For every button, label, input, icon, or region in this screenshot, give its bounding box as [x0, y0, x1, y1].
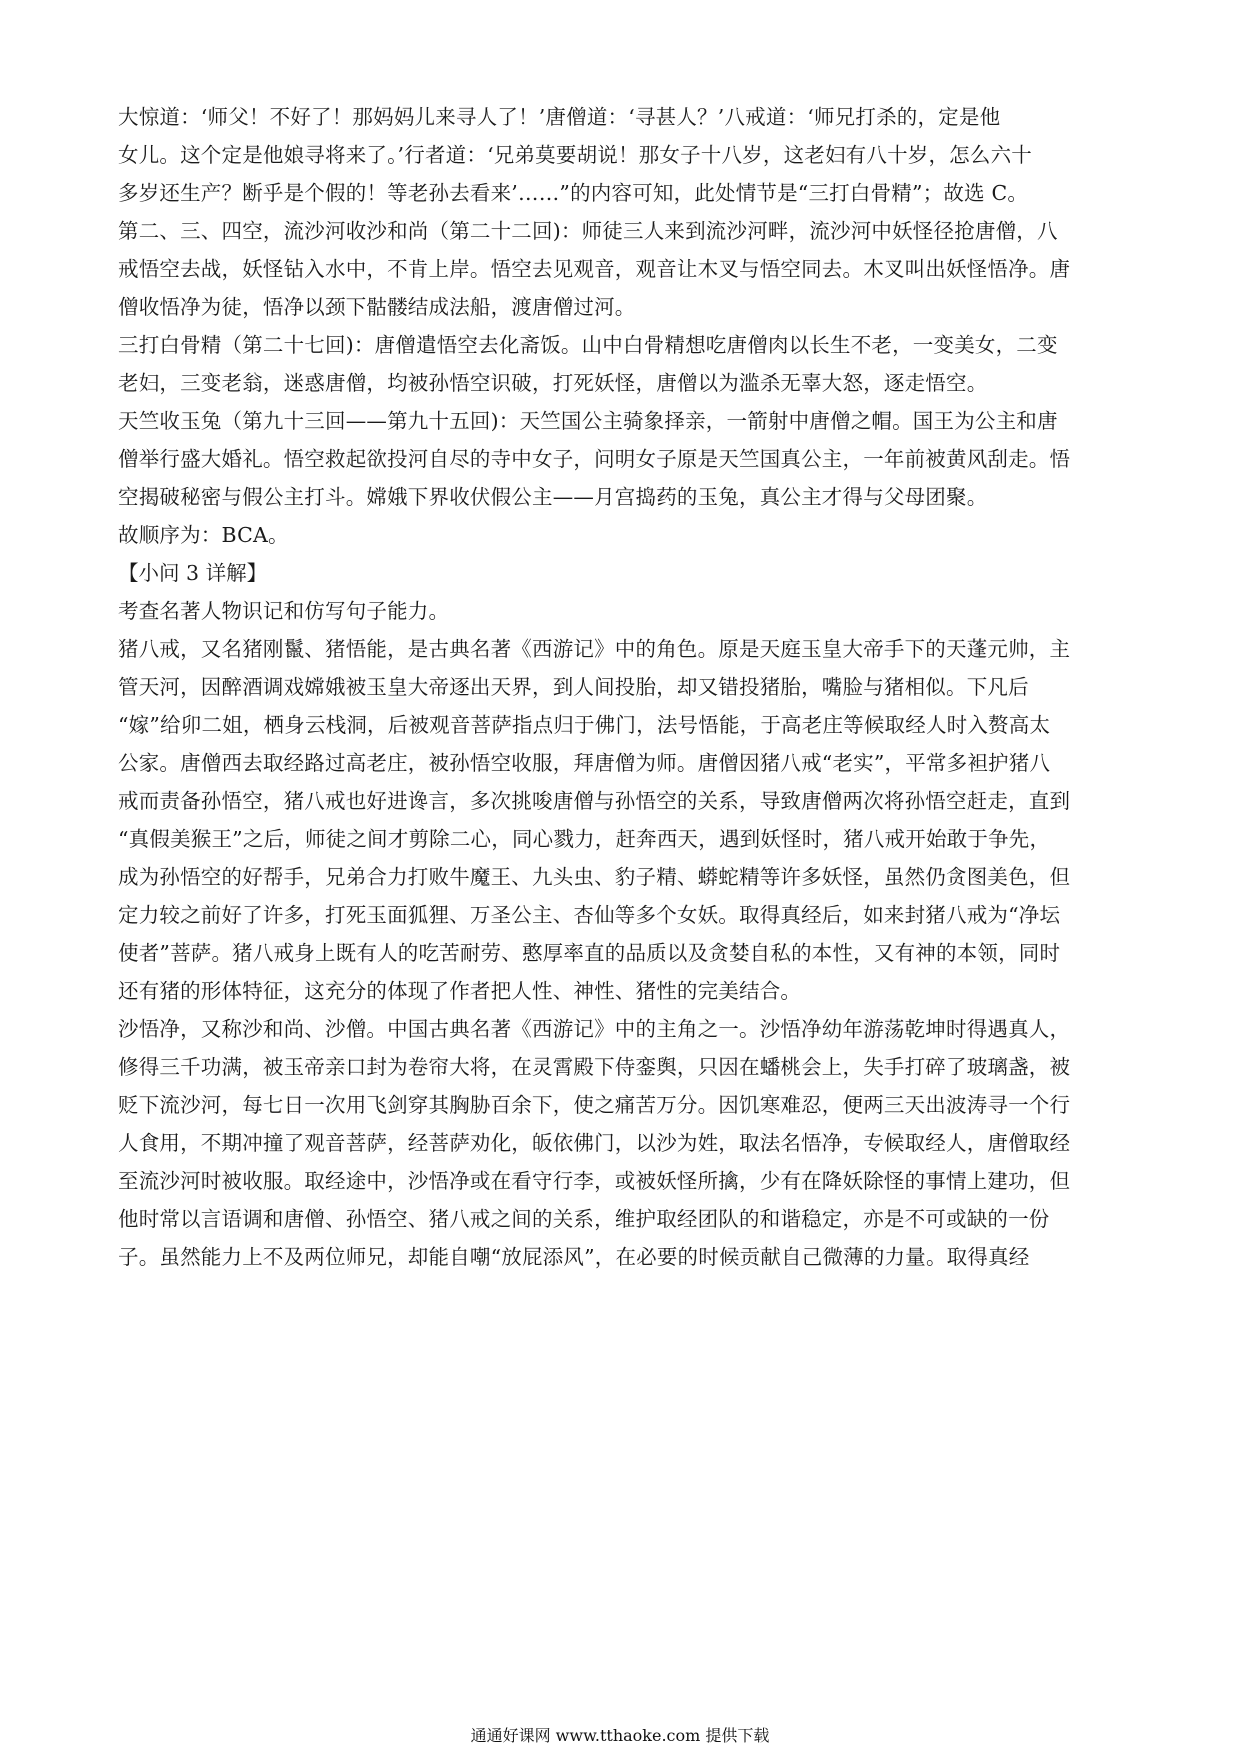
paragraph — [118, 326, 1128, 402]
text-line: 公家。唐僧西去取经路过高老庄，被孙悟空收服，拜唐僧为师。唐僧因猪八戒“老实”，平常多袒护猪八 — [118, 751, 1051, 775]
text-line: 成为孙悟空的好帮手，兄弟合力打败牛魔王、九头虫、豹子精、蟒蛇精等许多妖怪，虽然仍贪图美色，但 — [118, 865, 1071, 889]
paragraph — [118, 592, 1128, 630]
text-line: 使者”菩萨。猪八戒身上既有人的吃苦耐劳、憨厚率直的品质以及贪婪自私的本性，又有神的本领，同时 — [118, 941, 1061, 965]
document-body — [118, 98, 1128, 1276]
text-line: 僧收悟净为徒，悟净以颈下骷髅结成法船，渡唐僧过河。 — [118, 295, 636, 319]
text-line: 女儿。这个定是他娘寻将来了。’行者道：‘兄弟莫要胡说！那女子十八岁，这老妇有八十岁，怎么六十 — [118, 143, 1032, 167]
text-line: 三打白骨精（第二十七回)：唐僧遣悟空去化斋饭。山中白骨精想吃唐僧肉以长生不老，一变美女，二变 — [118, 333, 1058, 357]
text-line: “嫁”给卯二姐，栖身云栈洞，后被观音菩萨指点归于佛门，法号悟能，于高老庄等候取经人时入赘高太 — [118, 713, 1051, 737]
text-line: 空揭破秘密与假公主打斗。嫦娥下界收伏假公主——月宫捣药的玉兔，真公主才得与父母团聚。 — [118, 485, 988, 509]
text-line: 人食用，不期冲撞了观音菩萨，经菩萨劝化，皈依佛门，以沙为姓，取法名悟净，专候取经人，唐僧取经 — [118, 1131, 1071, 1155]
paragraph — [118, 630, 1128, 1010]
footer-text: 通通好课网 www.tthaoke.com 提供下载 — [470, 1726, 770, 1745]
text-line: 故顺序为：BCA。 — [118, 523, 289, 547]
text-line: “真假美猴王”之后，师徒之间才剪除二心，同心戮力，赶奔西天，遇到妖怪时，猪八戒开始敢于争先， — [118, 827, 1051, 851]
text-line: 修得三千功满，被玉帝亲口封为卷帘大将，在灵霄殿下侍銮舆，只因在蟠桃会上，失手打碎了玻璃盏，被 — [118, 1055, 1071, 1079]
text-line: 定力较之前好了许多，打死玉面狐狸、万圣公主、杏仙等多个女妖。取得真经后，如来封猪八戒为“净坛 — [118, 903, 1061, 927]
paragraph — [118, 98, 1128, 212]
text-line: 考查名著人物识记和仿写句子能力。 — [118, 599, 450, 623]
text-line: 戒悟空去战，妖怪钻入水中，不肯上岸。悟空去见观音，观音让木叉与悟空同去。木叉叫出妖怪悟净。唐 — [118, 257, 1071, 281]
paragraph — [118, 402, 1128, 516]
text-line: 他时常以言语调和唐僧、孙悟空、猪八戒之间的关系，维护取经团队的和谐稳定，亦是不可或缺的一份 — [118, 1207, 1050, 1231]
text-line: 老妇，三变老翁，迷惑唐僧，均被孙悟空识破，打死妖怪，唐僧以为滥杀无辜大怒，逐走悟空。 — [118, 371, 988, 395]
section-heading — [118, 554, 1128, 592]
text-line: 僧举行盛大婚礼。悟空救起欲投河自尽的寺中女子，问明女子原是天竺国真公主，一年前被黄风刮走。悟 — [118, 447, 1071, 471]
paragraph — [118, 212, 1128, 326]
text-line: 第二、三、四空，流沙河收沙和尚（第二十二回)：师徒三人来到流沙河畔，流沙河中妖怪径抢唐僧，八 — [118, 219, 1058, 243]
text-line: 管天河，因醉酒调戏嫦娥被玉皇大帝逐出天界，到人间投胎，却又错投猪胎，嘴脸与猪相似。下凡后 — [118, 675, 1029, 699]
paragraph — [118, 516, 1128, 554]
text-line: 大惊道：‘师父！不好了！那妈妈儿来寻人了！’唐僧道：‘寻甚人？’八戒道：‘师兄打杀的，定是他 — [118, 105, 1001, 129]
text-line: 猪八戒，又名猪刚鬣、猪悟能，是古典名著《西游记》中的角色。原是天庭玉皇大帝手下的天蓬元帅，主 — [118, 637, 1071, 661]
text-line: 子。虽然能力上不及两位师兄，却能自嘲“放屁添风”，在必要的时候贡献自己微薄的力量。取得真经 — [118, 1245, 1030, 1269]
page-footer — [0, 1726, 1240, 1746]
text-line: 天竺收玉兔（第九十三回——第九十五回)：天竺国公主骑象择亲，一箭射中唐僧之帽。国王为公主和唐 — [118, 409, 1058, 433]
text-line: 多岁还生产？断乎是个假的！等老孙去看来’……”的内容可知，此处情节是“三打白骨精”；故选 C。 — [118, 181, 1029, 205]
text-line: 沙悟净，又称沙和尚、沙僧。中国古典名著《西游记》中的主角之一。沙悟净幼年游荡乾坤时得遇真人， — [118, 1017, 1071, 1041]
text-line: 至流沙河时被收服。取经途中，沙悟净或在看守行李，或被妖怪所擒，少有在降妖除怪的事情上建功，但 — [118, 1169, 1071, 1193]
paragraph — [118, 1010, 1128, 1276]
text-line: 【小问 3 详解】 — [118, 561, 268, 585]
text-line: 贬下流沙河，每七日一次用飞剑穿其胸胁百余下，使之痛苦万分。因饥寒难忍，便两三天出波涛寻一个行 — [118, 1093, 1071, 1117]
text-line: 还有猪的形体特征，这充分的体现了作者把人性、神性、猪性的完美结合。 — [118, 979, 802, 1003]
text-line: 戒而责备孙悟空，猪八戒也好进谗言，多次挑唆唐僧与孙悟空的关系，导致唐僧两次将孙悟空赶走，直到 — [118, 789, 1071, 813]
